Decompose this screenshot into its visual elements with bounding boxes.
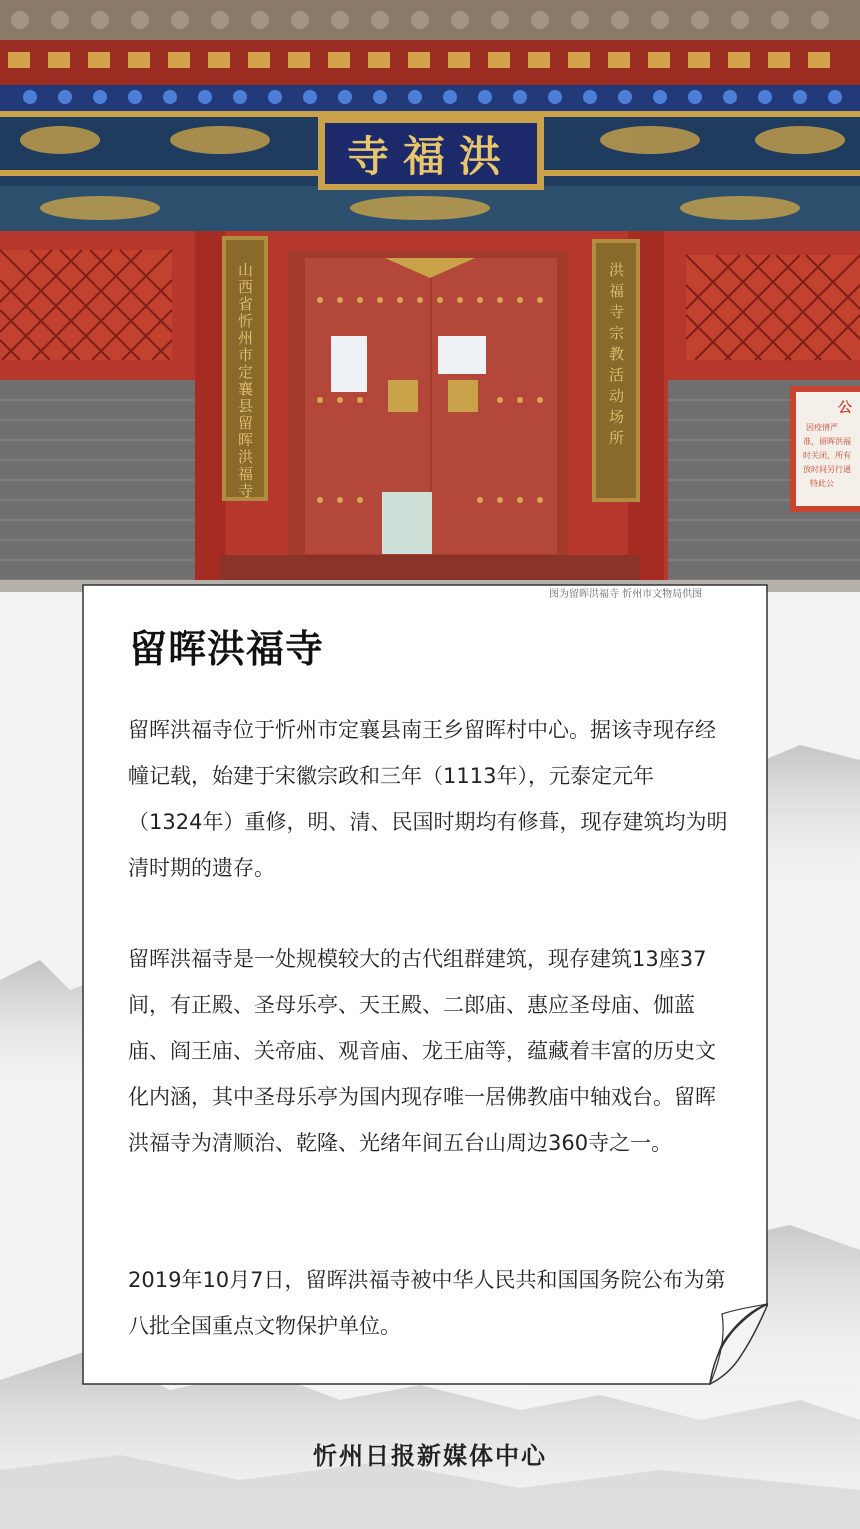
notice-line: 放时间另行通	[803, 465, 851, 474]
plaque-text: 寺福洪	[346, 132, 516, 181]
article-card	[82, 584, 768, 1385]
publisher-footer: 忻州日报新媒体中心	[313, 1442, 547, 1470]
notice-line: 时关闭，所有	[803, 451, 851, 460]
article-paragraph: 2019年10月7日，留晖洪福寺被中华人民共和国国务院公布为第八批全国重点文物保护单位。	[128, 1268, 726, 1338]
temple-gate-photo	[0, 0, 860, 592]
notice-line: 因疫情严	[806, 423, 838, 432]
right-couplet-text: 洪福寺宗教活动场所	[607, 262, 625, 451]
notice-line: 特此公	[810, 479, 834, 488]
notice-title: 公	[838, 400, 852, 416]
article-title: 留晖洪福寺	[129, 627, 325, 671]
notice-line: 准，留晖洪福	[803, 437, 851, 446]
article-paragraph: 留晖洪福寺位于忻州市定襄县南王乡留晖村中心。据该寺现存经幢记载，始建于宋徽宗政和三年（1113年），元泰定元年（1324年）重修，明、清、民国时期均有修葺，现存建筑均为明清时期的遗存。	[128, 718, 728, 880]
article-paragraph: 留晖洪福寺是一处规模较大的古代组群建筑，现存建筑13座37间，有正殿、圣母乐亭、天王殿、二郎庙、惠应圣母庙、伽蓝庙、阎王庙、关帝庙、观音庙、龙王庙等，蕴藏着丰富的历史文化内涵，其中圣母乐亭为国内现存唯一居佛教庙中轴戏台。留晖洪福寺为清顺治、乾隆、光绪年间五台山周边360寺之一。	[128, 947, 716, 1155]
left-couplet-text: 山西省忻州市定襄县留晖洪福寺	[236, 262, 254, 500]
photo-caption: 图为留晖洪福寺 忻州市文物局供图	[549, 589, 703, 600]
